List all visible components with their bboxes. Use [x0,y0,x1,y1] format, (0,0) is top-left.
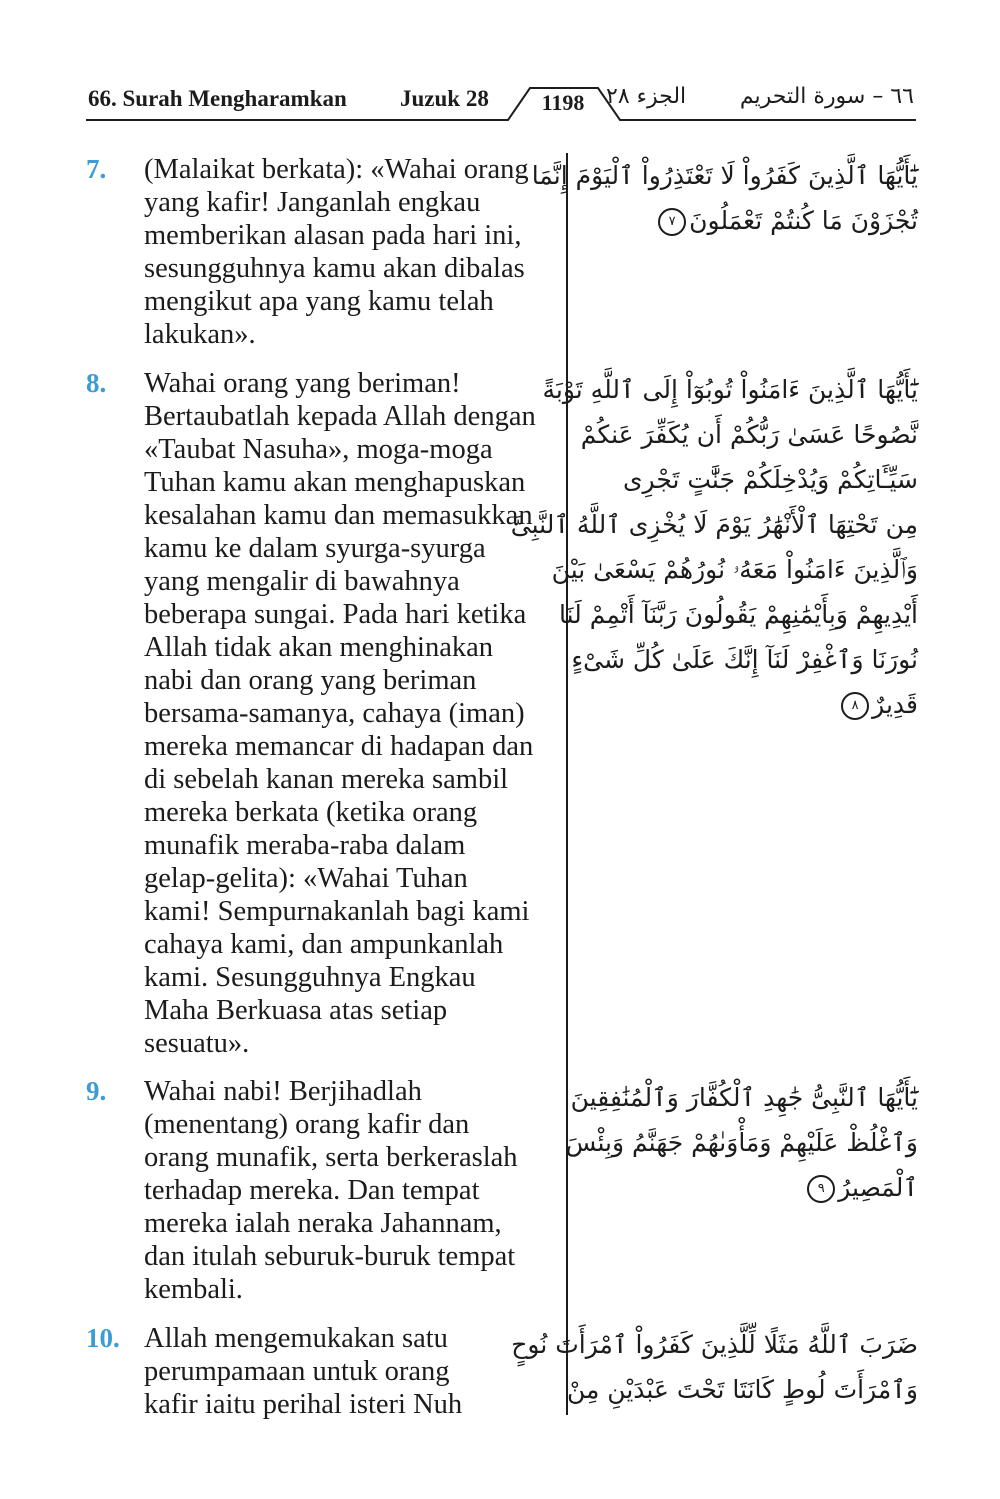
translation-line: yang kafir! Janganlah engkau [144,187,481,218]
arabic-line: يَٰٓأَيُّهَا ٱلنَّبِىُّ جَٰهِدِ ٱلْكُفَّارَ وَٱلْمُنَٰفِقِينَ [570,1083,918,1112]
translation-line: nabi dan orang yang beriman [144,665,477,696]
page-header [0,0,1000,130]
translation-line: gelap-gelita): «Wahai Tuhan [144,863,468,894]
arabic-line: نَّصُوحًا عَسَىٰ رَبُّكُمْ أَن يُكَفِّرَ عَنكُمْ [580,420,918,449]
verse-translation [144,1322,562,1421]
translation-line: kesalahan kamu dan memasukkan [144,500,533,531]
translation-line: terhadap mereka. Dan tempat [144,1175,480,1206]
verse-number: 9. [86,1076,107,1106]
translation-line: mereka berkata (ketika orang [144,797,478,828]
translation-line: dan itulah seburuk-buruk tempat [144,1241,516,1272]
verse-translation [144,153,562,351]
juzuk-label: Juzuk 28 [400,86,489,111]
arabic-line: وَٱمْرَأَتَ لُوطٍ كَانَتَا تَحْتَ عَبْدَيْنِ مِنْ [566,1375,918,1404]
translation-line: (Malaikat berkata): «Wahai orang [144,154,529,185]
translation-line: orang munafik, serta berkeraslah [144,1142,518,1173]
ayah-marker-icon: ٩ [807,1175,835,1203]
translation-line: Bertaubatlah kepada Allah dengan [144,401,536,432]
arabic-line: نُورَنَا وَٱغْفِرْ لَنَآ إِنَّكَ عَلَىٰ كُلِّ شَىْءٍ [571,645,918,674]
page-number: 1198 [541,90,585,115]
verse-arabic [511,1322,918,1412]
verse-arabic [510,367,918,727]
surah-title: 66. Surah Mengharamkan [88,86,347,111]
ayah-marker-icon: ٧ [658,208,686,236]
translation-line: kembali. [144,1274,243,1305]
translation-line: di sebelah kanan mereka sambil [144,764,509,795]
verse-arabic [565,1075,918,1210]
translation-line: (menentang) orang kafir dan [144,1109,470,1140]
translation-line: lakukan». [144,319,256,350]
translation-line: yang mengalir di bawahnya [144,566,460,597]
juz-arabic-label: الجزء ٢٨ [606,84,687,109]
translation-line: mereka ialah neraka Jahannam, [144,1208,502,1239]
ayah-marker-icon: ٨ [841,692,869,720]
translation-line: kamu ke dalam syurga-syurga [144,533,486,564]
verse-number: 8. [86,368,107,398]
arabic-line: ضَرَبَ ٱللَّهُ مَثَلًا لِّلَّذِينَ كَفَرُواْ ٱمْرَأَتَ نُوحٍ [511,1330,918,1359]
arabic-line: سَيِّـَٔاتِكُمْ وَيُدْخِلَكُمْ جَنَّٰتٍ تَجْرِى [622,465,918,494]
arabic-line [596,198,918,243]
column-divider [566,153,568,1415]
arabic-line-text: تُجْزَوْنَ مَا كُنتُمْ تَعْمَلُونَ [689,206,918,235]
arabic-line-text: قَدِيرٌ [872,690,918,719]
translation-line: munafik meraba-raba dalam [144,830,466,861]
translation-line: mengikut apa yang kamu telah [144,286,494,317]
translation-line: Wahai nabi! Berjihadlah [144,1076,422,1107]
verse-number: 7. [86,154,107,184]
arabic-line: وَٱلَّذِينَ ءَامَنُواْ مَعَهُۥ نُورُهُمْ يَسْعَىٰ بَيْنَ [551,555,918,584]
translation-line: sesungguhnya kamu akan dibalas [144,253,525,284]
translation-line: Allah tidak akan menghinakan [144,632,494,663]
arabic-line [596,1165,918,1210]
arabic-line: يَٰٓأَيُّهَا ٱلَّذِينَ كَفَرُواْ لَا تَعْتَذِرُواْ ٱلْيَوْمَ إِنَّمَا [531,161,918,190]
translation-line: beberapa sungai. Pada hari ketika [144,599,527,630]
translation-line: sesuatu». [144,1028,250,1059]
arabic-line: أَيْدِيهِمْ وَبِأَيْمَٰنِهِمْ يَقُولُونَ رَبَّنَآ أَتْمِمْ لَنَا [558,600,918,629]
translation-line: cahaya kami, dan ampunkanlah [144,929,504,960]
translation-line: «Taubat Nasuha», moga-moga [144,434,493,465]
arabic-line: مِن تَحْتِهَا ٱلْأَنْهَٰرُ يَوْمَ لَا يُخْزِى ٱللَّهُ ٱلنَّبِىَّ [510,510,918,539]
translation-line: Maha Berkuasa atas setiap [144,995,448,1026]
translation-line: kami! Sempurnakanlah bagi kami [144,896,530,927]
translation-line: perumpamaan untuk orang [144,1356,450,1387]
arabic-line-text: ٱلْمَصِيرُ [838,1173,918,1202]
translation-line: kami. Sesungguhnya Engkau [144,962,476,993]
translation-line: Allah mengemukakan satu [144,1323,448,1354]
arabic-line [596,682,918,727]
verse-translation [144,1075,562,1306]
arabic-line: يَٰٓأَيُّهَا ٱلَّذِينَ ءَامَنُواْ تُوبُوٓاْ إِلَى ٱللَّهِ تَوْبَةً [542,375,918,404]
translation-line: Tuhan kamu akan menghapuskan [144,467,526,498]
translation-line: Wahai orang yang beriman! [144,368,461,399]
verse-arabic [531,153,918,243]
arabic-line: وَٱغْلُظْ عَلَيْهِمْ وَمَأْوَىٰهُمْ جَهَنَّمُ وَبِئْسَ [565,1128,918,1157]
translation-line: kafir iaitu perihal isteri Nuh [144,1389,463,1420]
verse-translation [144,367,562,1060]
translation-line: bersama-samanya, cahaya (iman) [144,698,525,729]
surah-arabic-title: ٦٦ – سورة التحريم [739,84,914,109]
verse-number: 10. [86,1323,120,1353]
translation-line: mereka memancar di hadapan dan [144,731,534,762]
translation-line: memberikan alasan pada hari ini, [144,220,522,251]
